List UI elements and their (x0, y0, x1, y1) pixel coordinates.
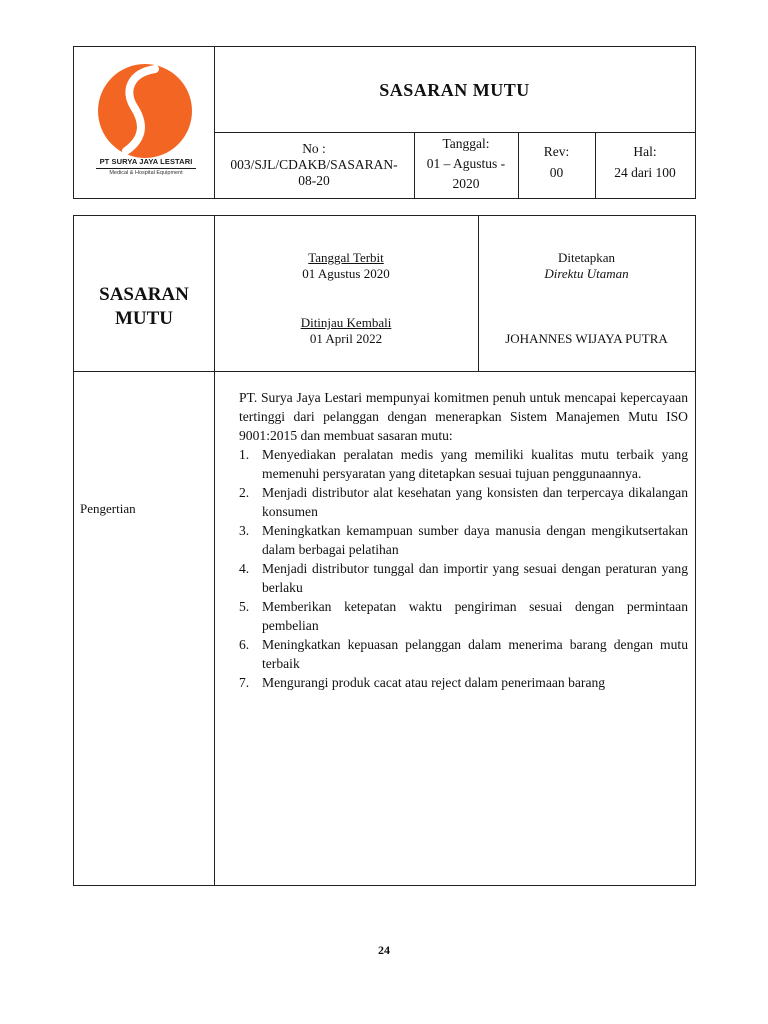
approval-label: Ditetapkan (557, 250, 616, 265)
objective-number: 2. (239, 485, 250, 500)
document-title: SASARAN MUTU (379, 80, 530, 100)
document-revision (518, 144, 595, 181)
tanggal-value-line-2: 2020 (452, 176, 480, 191)
section-title (74, 283, 214, 331)
issue-date-block (214, 250, 478, 282)
tanggal-label: Tanggal: (442, 136, 490, 151)
document-number (214, 141, 414, 189)
objective-number: 1. (239, 447, 250, 462)
objective-text: Meningkatkan kemampuan sumber daya manusia dengan mengikutsertakan dalam berbagai pelatihan (262, 523, 688, 557)
hal-value: 24 dari 100 (614, 165, 676, 180)
objective-item (239, 597, 688, 635)
logo-company-name: PT SURYA JAYA LESTARI (99, 157, 193, 166)
issue-date-value: 01 Agustus 2020 (302, 266, 390, 281)
objective-number: 4. (239, 561, 250, 576)
document-header-table (73, 46, 696, 199)
objective-item (239, 673, 688, 692)
logo-divider (96, 168, 196, 169)
page-number: 24 (378, 943, 390, 957)
objective-text: Menjadi distributor alat kesehatan yang konsisten dan terpercaya dikalangan konsumen (262, 485, 688, 519)
divider (478, 216, 479, 371)
objective-item (239, 445, 688, 483)
document-page (595, 144, 695, 181)
objective-number: 3. (239, 523, 250, 538)
review-date-value: 01 April 2022 (309, 331, 383, 346)
objective-number: 6. (239, 637, 250, 652)
objective-text: Memberikan ketepatan waktu pengiriman sesuai dengan permintaan pembelian (262, 599, 688, 633)
objective-text: Meningkatkan kepuasan pelanggan dalam menerima barang dengan mutu terbaik (262, 637, 688, 671)
company-logo (74, 47, 214, 198)
objective-item (239, 635, 688, 673)
approver-name: JOHANNES WIJAYA PUTRA (505, 331, 668, 346)
objective-text: Mengurangi produk cacat atau reject dalam penerimaan barang (262, 675, 606, 690)
divider (74, 371, 695, 372)
objective-item (239, 521, 688, 559)
no-value-line-2: 08-20 (298, 173, 330, 188)
rev-value: 00 (549, 165, 564, 180)
divider (214, 132, 695, 133)
section-title-line-1: SASARAN (99, 284, 189, 305)
review-date-block (214, 315, 478, 347)
logo-mark-icon (74, 47, 214, 167)
objective-item (239, 559, 688, 597)
rev-label: Rev: (543, 144, 570, 159)
review-date-label: Ditinjau Kembali (300, 315, 392, 330)
objective-text: Menjadi distributor tunggal dan importir yang sesuai dengan peraturan yang berlaku (262, 561, 688, 595)
objectives-intro: PT. Surya Jaya Lestari mempunyai komitmen penuh untuk mencapai kepercayaan tertinggi dari pelanggan dengan menerapkan Sistem Manajemen Mutu ISO 9001:2015 dan membuat sasaran mutu: (239, 390, 688, 443)
logo-subtitle: Medical & Hospital Equipment (109, 170, 183, 176)
objective-text: Menyediakan peralatan medis yang memiliki kualitas mutu terbaik yang memenuhi persyaratan yang ditetapkan sesuai tujuan penggunaannya. (262, 447, 688, 481)
hal-label: Hal: (633, 144, 657, 159)
approver-role: Direktu Utaman (544, 266, 629, 281)
objective-number: 5. (239, 599, 250, 614)
no-label: No : (302, 141, 326, 156)
objectives-list (239, 445, 688, 692)
objective-item (239, 483, 688, 521)
quality-objectives-table (73, 215, 696, 886)
objectives-content (239, 388, 688, 692)
tanggal-value-line-1: 01 – Agustus - (426, 156, 506, 171)
section-title-line-2: MUTU (114, 308, 174, 329)
issue-date-label: Tanggal Terbit (308, 250, 384, 265)
definition-label: Pengertian (80, 501, 136, 516)
no-value-line-1: 003/SJL/CDAKB/SASARAN- (230, 157, 398, 172)
approval-block (478, 250, 695, 282)
objective-number: 7. (239, 675, 250, 690)
document-date (414, 136, 518, 192)
